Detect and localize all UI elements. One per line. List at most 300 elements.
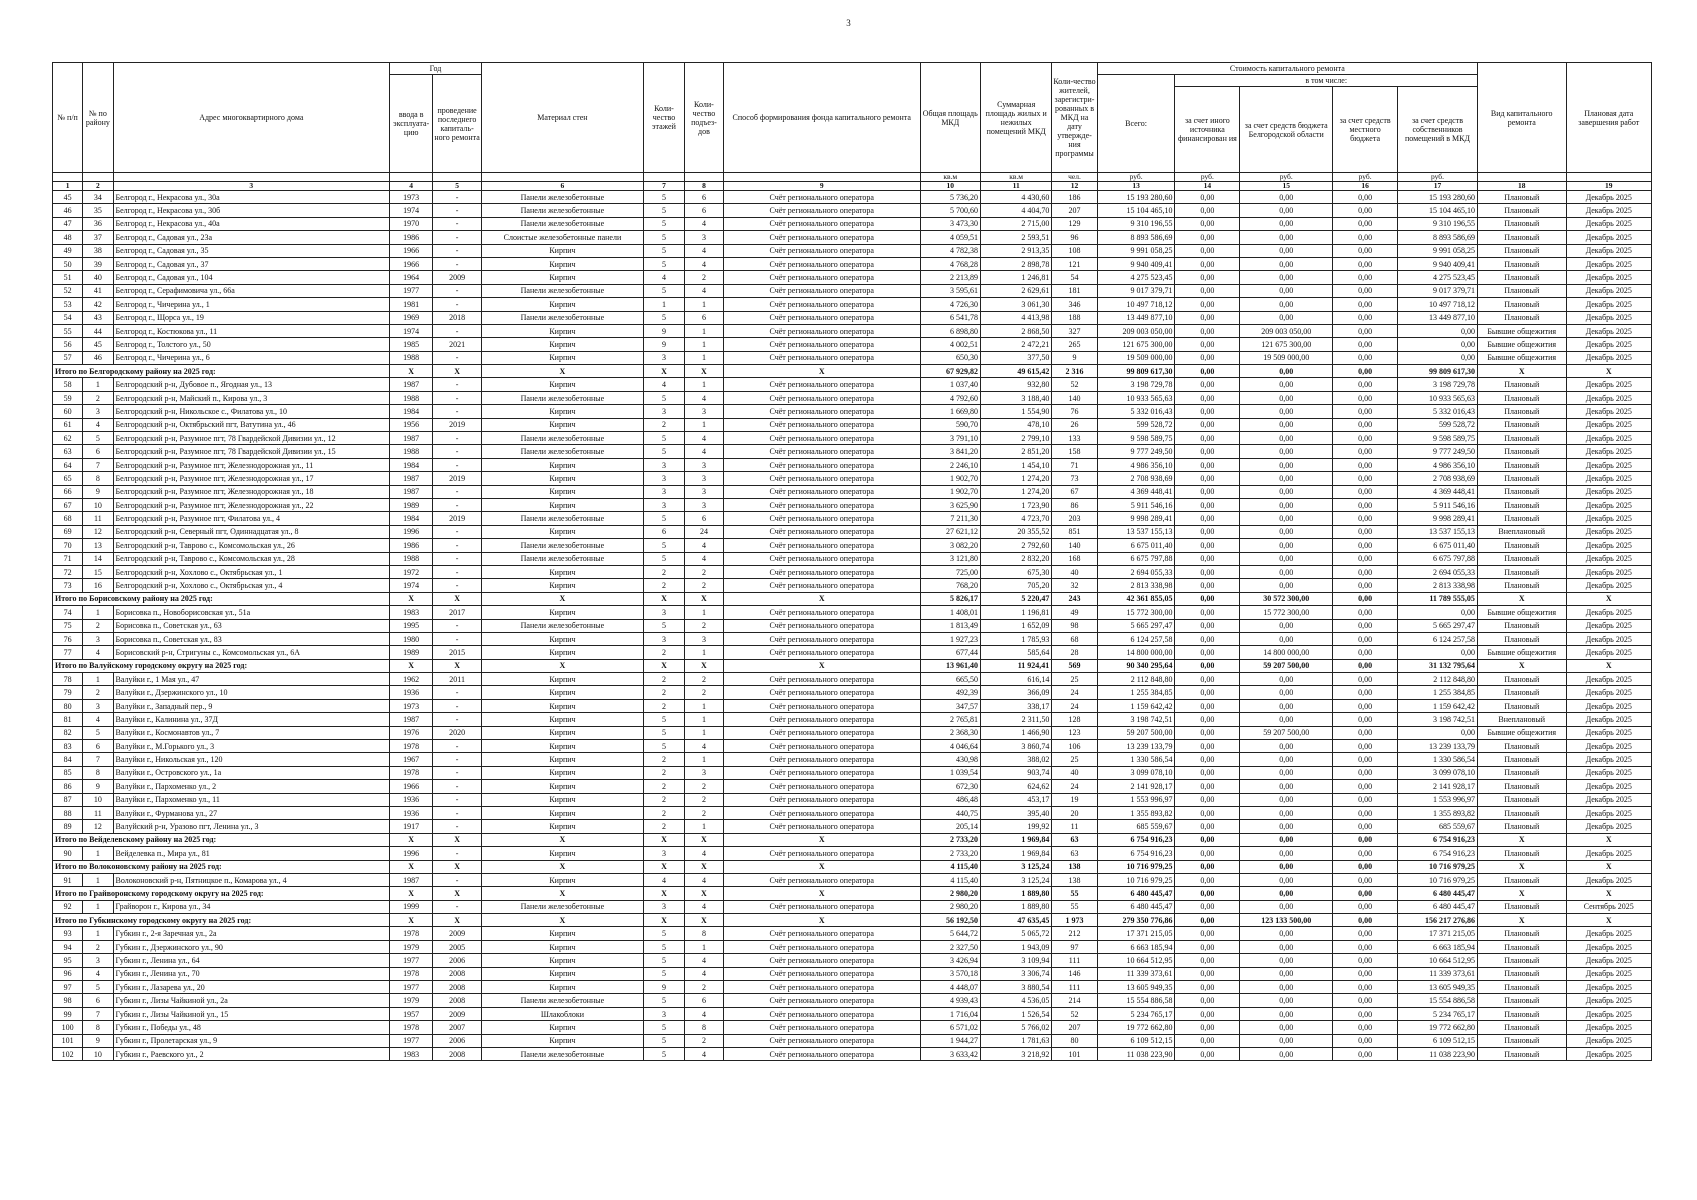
subtotal-row: [53, 914, 1652, 927]
table-cell: 1 785,93: [981, 632, 1052, 645]
table-cell: -: [433, 565, 482, 578]
table-cell: 265: [1052, 338, 1097, 351]
table-cell: 6 675 011,40: [1097, 539, 1175, 552]
table-cell: 8: [83, 766, 113, 779]
table-cell: 2 813 338,98: [1398, 579, 1478, 592]
table-cell: 121 675 300,00: [1240, 338, 1333, 351]
table-row: [53, 324, 1652, 337]
table-cell: Кирпич: [481, 351, 643, 364]
table-cell: Плановый: [1477, 1048, 1566, 1061]
table-cell: 3 099 078,10: [1097, 766, 1175, 779]
col-header-local-budget: за счет средств местного бюджета: [1333, 87, 1398, 173]
table-cell: 3 791,10: [920, 432, 981, 445]
table-cell: Панели железобетонные: [481, 204, 643, 217]
table-cell: Кирпич: [481, 472, 643, 485]
table-cell: 199,92: [981, 820, 1052, 833]
table-cell: 0,00: [1240, 1021, 1333, 1034]
table-cell: 15 104 465,10: [1398, 204, 1478, 217]
table-cell: 8: [83, 472, 113, 485]
table-cell: -: [433, 766, 482, 779]
table-cell: 0,00: [1175, 311, 1240, 324]
table-cell: 6 109 512,15: [1097, 1034, 1175, 1047]
table-cell: 9: [1052, 351, 1097, 364]
table-cell: 0,00: [1240, 820, 1333, 833]
table-cell: 0,00: [1333, 231, 1398, 244]
table-cell: 0,00: [1333, 766, 1398, 779]
table-cell: 430,98: [920, 753, 981, 766]
table-cell: 0,00: [1175, 954, 1240, 967]
subtotal-cell: 569: [1052, 659, 1097, 672]
table-cell: 50: [53, 257, 83, 270]
table-cell: 19 509 000,00: [1240, 351, 1333, 364]
table-cell: 0,00: [1175, 204, 1240, 217]
table-cell: 212: [1052, 927, 1097, 940]
table-cell: 9 777 249,50: [1097, 445, 1175, 458]
table-cell: 6 675 011,40: [1398, 539, 1478, 552]
table-cell: 1: [83, 873, 113, 886]
table-cell: 121 675 300,00: [1097, 338, 1175, 351]
subtotal-cell: 90 340 295,64: [1097, 659, 1175, 672]
table-cell: 96: [53, 967, 83, 980]
table-cell: 69: [53, 525, 83, 538]
table-cell: 1 716,04: [920, 1007, 981, 1020]
table-cell: 9 940 409,41: [1097, 257, 1175, 270]
table-cell: 4 275 523,45: [1398, 271, 1478, 284]
subtotal-cell: X: [723, 365, 920, 378]
table-cell: Плановый: [1477, 512, 1566, 525]
table-cell: 2: [643, 686, 684, 699]
capital-repair-table-wrapper: [52, 62, 1652, 1061]
table-cell: 590,70: [920, 418, 981, 431]
table-cell: 6 124 257,58: [1097, 632, 1175, 645]
table-cell: 39: [83, 257, 113, 270]
table-cell: Счёт регионального оператора: [723, 793, 920, 806]
table-cell: 0,00: [1175, 699, 1240, 712]
table-cell: 1: [685, 646, 724, 659]
table-cell: 5: [643, 432, 684, 445]
table-cell: 146: [1052, 967, 1097, 980]
subtotal-cell: 0,00: [1175, 914, 1240, 927]
table-cell: 366,09: [981, 686, 1052, 699]
table-cell: 0,00: [1240, 405, 1333, 418]
table-cell: Декабрь 2025: [1566, 217, 1651, 230]
table-cell: 2 792,60: [981, 539, 1052, 552]
subtotal-cell: 0,00: [1240, 887, 1333, 900]
table-cell: Плановый: [1477, 994, 1566, 1007]
table-cell: -: [433, 820, 482, 833]
table-cell: Плановый: [1477, 673, 1566, 686]
table-cell: Кирпич: [481, 713, 643, 726]
table-cell: 4: [685, 873, 724, 886]
table-cell: 0,00: [1240, 458, 1333, 471]
table-cell: 11 339 373,61: [1398, 967, 1478, 980]
table-cell: 36: [83, 217, 113, 230]
table-cell: 6: [83, 740, 113, 753]
table-cell: 0,00: [1398, 338, 1478, 351]
table-cell: Декабрь 2025: [1566, 806, 1651, 819]
table-cell: 35: [83, 204, 113, 217]
table-cell: Плановый: [1477, 565, 1566, 578]
table-cell: 0,00: [1175, 940, 1240, 953]
table-cell: 188: [1052, 311, 1097, 324]
table-cell: 0,00: [1240, 391, 1333, 404]
col-header-total: Всего:: [1097, 75, 1175, 173]
table-cell: 88: [53, 806, 83, 819]
table-cell: 725,00: [920, 565, 981, 578]
table-cell: -: [433, 231, 482, 244]
table-cell: 97: [53, 981, 83, 994]
table-cell: 1 039,54: [920, 766, 981, 779]
subtotal-cell: X: [643, 860, 684, 873]
table-cell: 5: [643, 512, 684, 525]
table-cell: Шлакоблоки: [481, 1007, 643, 1020]
col-number: 6: [481, 182, 643, 191]
table-cell: Белгородский р-н, Дубовое п., Ягодная ул., 13: [113, 378, 390, 391]
table-cell: 1957: [390, 1007, 433, 1020]
table-cell: 4: [685, 954, 724, 967]
table-cell: 1986: [390, 539, 433, 552]
table-cell: Кирпич: [481, 378, 643, 391]
subtotal-cell: 55: [1052, 887, 1097, 900]
unit-cell: кв.м: [981, 173, 1052, 182]
table-cell: 6 541,78: [920, 311, 981, 324]
table-cell: -: [433, 619, 482, 632]
table-cell: 0,00: [1175, 793, 1240, 806]
table-cell: 2: [83, 686, 113, 699]
subtotal-label: Итого по Волоконовскому району на 2025 год:: [53, 860, 390, 873]
table-cell: Декабрь 2025: [1566, 458, 1651, 471]
table-cell: 1980: [390, 632, 433, 645]
table-cell: 0,00: [1240, 525, 1333, 538]
table-cell: 0,00: [1333, 740, 1398, 753]
table-cell: 478,10: [981, 418, 1052, 431]
col-number: 16: [1333, 182, 1398, 191]
table-cell: Декабрь 2025: [1566, 873, 1651, 886]
table-cell: Кирпич: [481, 766, 643, 779]
subtotal-cell: 49 615,42: [981, 365, 1052, 378]
subtotal-cell: 67 929,82: [920, 365, 981, 378]
table-cell: 41: [83, 284, 113, 297]
table-cell: Декабрь 2025: [1566, 445, 1651, 458]
table-cell: 2: [643, 646, 684, 659]
table-cell: 0,00: [1175, 472, 1240, 485]
subtotal-row: [53, 365, 1652, 378]
table-cell: 2019: [433, 472, 482, 485]
table-cell: 0,00: [1240, 994, 1333, 1007]
table-cell: 5: [643, 740, 684, 753]
table-cell: 2 593,51: [981, 231, 1052, 244]
table-row: [53, 753, 1652, 766]
table-cell: Счёт регионального оператора: [723, 900, 920, 913]
table-cell: 52: [1052, 1007, 1097, 1020]
table-cell: 5 234 765,17: [1398, 1007, 1478, 1020]
table-cell: 3 625,90: [920, 498, 981, 511]
table-cell: -: [433, 552, 482, 565]
table-cell: 388,02: [981, 753, 1052, 766]
table-cell: 768,20: [920, 579, 981, 592]
table-cell: 2 472,21: [981, 338, 1052, 351]
table-cell: Борисовский р-н, Стригуны с., Комсомольская ул., 6А: [113, 646, 390, 659]
table-row: [53, 445, 1652, 458]
table-cell: 1 554,90: [981, 405, 1052, 418]
table-cell: 0,00: [1175, 257, 1240, 270]
table-cell: 0,00: [1175, 217, 1240, 230]
table-cell: 0,00: [1240, 512, 1333, 525]
table-cell: 99: [53, 1007, 83, 1020]
table-cell: 1 781,63: [981, 1034, 1052, 1047]
table-row: [53, 900, 1652, 913]
table-cell: Кирпич: [481, 927, 643, 940]
table-cell: Счёт регионального оператора: [723, 606, 920, 619]
table-cell: Плановый: [1477, 244, 1566, 257]
table-cell: Декабрь 2025: [1566, 418, 1651, 431]
table-cell: 1 927,23: [920, 632, 981, 645]
table-cell: Сентябрь 2025: [1566, 900, 1651, 913]
col-header-area: Общая площадь МКД: [920, 63, 981, 173]
table-cell: Счёт регионального оператора: [723, 740, 920, 753]
table-cell: 14: [83, 552, 113, 565]
table-cell: 1989: [390, 498, 433, 511]
table-cell: 68: [53, 512, 83, 525]
table-cell: 2: [685, 271, 724, 284]
table-cell: 0,00: [1333, 472, 1398, 485]
table-cell: 0,00: [1175, 405, 1240, 418]
table-cell: 100: [53, 1021, 83, 1034]
table-cell: Плановый: [1477, 432, 1566, 445]
table-cell: Декабрь 2025: [1566, 498, 1651, 511]
table-cell: 12: [83, 820, 113, 833]
table-cell: 11 339 373,61: [1097, 967, 1175, 980]
subtotal-cell: 99 809 617,30: [1097, 365, 1175, 378]
table-cell: 53: [53, 298, 83, 311]
table-cell: 440,75: [920, 806, 981, 819]
table-cell: 1 943,09: [981, 940, 1052, 953]
table-cell: 0,00: [1175, 740, 1240, 753]
table-cell: 5 911 546,16: [1097, 498, 1175, 511]
subtotal-cell: X: [643, 659, 684, 672]
table-cell: 2: [643, 820, 684, 833]
table-cell: 2019: [433, 418, 482, 431]
subtotal-label: Итого по Грайворонскому городскому округу на 2025 год:: [53, 887, 390, 900]
table-cell: 0,00: [1333, 324, 1398, 337]
table-cell: 1 526,54: [981, 1007, 1052, 1020]
table-cell: 10: [83, 793, 113, 806]
table-cell: Плановый: [1477, 418, 1566, 431]
table-cell: Счёт регионального оператора: [723, 632, 920, 645]
table-cell: 0,00: [1175, 525, 1240, 538]
table-cell: 57: [53, 351, 83, 364]
col-number: 4: [390, 182, 433, 191]
table-cell: 0,00: [1333, 847, 1398, 860]
unit-cell: чел.: [1052, 173, 1097, 182]
table-cell: 1 454,10: [981, 458, 1052, 471]
table-cell: 0,00: [1240, 284, 1333, 297]
col-header-year-repair: проведение последнего капиталь-ного ремонта: [433, 75, 482, 173]
table-cell: -: [433, 539, 482, 552]
table-cell: 0,00: [1333, 418, 1398, 431]
table-cell: 3 633,42: [920, 1048, 981, 1061]
table-cell: Счёт регионального оператора: [723, 820, 920, 833]
table-cell: 4 413,98: [981, 311, 1052, 324]
table-cell: 6 754 916,23: [1398, 847, 1478, 860]
table-cell: 1 196,81: [981, 606, 1052, 619]
subtotal-cell: 30 572 300,00: [1240, 592, 1333, 605]
table-cell: 1978: [390, 740, 433, 753]
table-cell: 0,00: [1175, 391, 1240, 404]
table-cell: 72: [53, 565, 83, 578]
table-cell: Плановый: [1477, 217, 1566, 230]
table-cell: 2 813 338,98: [1097, 579, 1175, 592]
table-cell: 56: [53, 338, 83, 351]
table-cell: Белгородский р-н, Таврово с., Комсомольская ул., 26: [113, 539, 390, 552]
col-header-floors: Коли-чество этажей: [643, 63, 684, 173]
table-cell: Кирпич: [481, 820, 643, 833]
table-cell: 4 768,28: [920, 257, 981, 270]
units-row: [53, 173, 1652, 182]
table-cell: Счёт регионального оператора: [723, 271, 920, 284]
table-cell: 10 497 718,12: [1097, 298, 1175, 311]
table-cell: Декабрь 2025: [1566, 1048, 1651, 1061]
table-cell: 34: [83, 191, 113, 204]
table-cell: 599 528,72: [1398, 418, 1478, 431]
table-cell: 1 813,49: [920, 619, 981, 632]
table-cell: Декабрь 2025: [1566, 338, 1651, 351]
table-cell: 1: [685, 378, 724, 391]
table-cell: 9 017 379,71: [1398, 284, 1478, 297]
col-number: 13: [1097, 182, 1175, 191]
table-cell: 0,00: [1240, 217, 1333, 230]
table-cell: 2 832,20: [981, 552, 1052, 565]
table-row: [53, 686, 1652, 699]
table-cell: 665,50: [920, 673, 981, 686]
subtotal-cell: X: [643, 914, 684, 927]
table-cell: Кирпич: [481, 298, 643, 311]
table-cell: Счёт регионального оператора: [723, 351, 920, 364]
subtotal-cell: X: [643, 887, 684, 900]
table-cell: -: [433, 780, 482, 793]
table-row: [53, 565, 1652, 578]
table-cell: 1984: [390, 458, 433, 471]
table-cell: 6 675 797,88: [1097, 552, 1175, 565]
table-cell: 4 939,43: [920, 994, 981, 1007]
subtotal-cell: 1 969,84: [981, 833, 1052, 846]
table-cell: Счёт регионального оператора: [723, 940, 920, 953]
table-cell: 83: [53, 740, 83, 753]
col-header-cost-group: Стоимость капитального ремонта: [1097, 63, 1477, 75]
table-cell: 2 327,50: [920, 940, 981, 953]
table-cell: 0,00: [1333, 1021, 1398, 1034]
table-cell: 4 986 356,10: [1398, 458, 1478, 471]
table-cell: 11: [1052, 820, 1097, 833]
table-cell: 2008: [433, 994, 482, 1007]
subtotal-cell: X: [723, 914, 920, 927]
col-header-region-budget: за счет средств бюджета Белгородской области: [1240, 87, 1333, 173]
table-cell: 1: [83, 900, 113, 913]
table-cell: 60: [53, 405, 83, 418]
table-row: [53, 458, 1652, 471]
table-cell: 0,00: [1333, 713, 1398, 726]
table-cell: Счёт регионального оператора: [723, 646, 920, 659]
table-cell: 80: [1052, 1034, 1097, 1047]
table-cell: 2: [643, 565, 684, 578]
table-cell: 5: [643, 954, 684, 967]
table-cell: Кирпич: [481, 673, 643, 686]
table-cell: Счёт регионального оператора: [723, 565, 920, 578]
table-cell: Плановый: [1477, 686, 1566, 699]
table-cell: Валуйки г., Космонавтов ул., 7: [113, 726, 390, 739]
table-row: [53, 539, 1652, 552]
subtotal-cell: X: [390, 833, 433, 846]
table-cell: 0,00: [1175, 753, 1240, 766]
table-row: [53, 1048, 1652, 1061]
table-cell: 5: [643, 217, 684, 230]
table-cell: 40: [1052, 565, 1097, 578]
table-cell: Декабрь 2025: [1566, 1034, 1651, 1047]
table-cell: 1988: [390, 552, 433, 565]
table-cell: 0,00: [1175, 432, 1240, 445]
table-cell: 0,00: [1333, 432, 1398, 445]
table-cell: 2 141 928,17: [1398, 780, 1478, 793]
table-cell: 9: [83, 1034, 113, 1047]
table-cell: 0,00: [1333, 525, 1398, 538]
table-cell: 0,00: [1333, 217, 1398, 230]
table-cell: 7: [83, 458, 113, 471]
table-body: [53, 191, 1652, 1061]
table-cell: 4: [83, 646, 113, 659]
table-cell: 395,40: [981, 806, 1052, 819]
table-cell: -: [433, 391, 482, 404]
table-cell: Счёт регионального оператора: [723, 418, 920, 431]
table-cell: Декабрь 2025: [1566, 391, 1651, 404]
subtotal-label: Итого по Вейделевскому району на 2025 год:: [53, 833, 390, 846]
table-cell: Кирпич: [481, 847, 643, 860]
table-cell: Волоконовский р-н, Пятницкое п., Комарова ул., 4: [113, 873, 390, 886]
table-cell: 0,00: [1175, 820, 1240, 833]
table-cell: 82: [53, 726, 83, 739]
table-cell: 0,00: [1398, 606, 1478, 619]
table-cell: -: [433, 244, 482, 257]
table-cell: 0,00: [1175, 485, 1240, 498]
page-number: 3: [846, 18, 851, 28]
subtotal-cell: 0,00: [1175, 833, 1240, 846]
table-cell: Декабрь 2025: [1566, 793, 1651, 806]
table-cell: 15 772 300,00: [1097, 606, 1175, 619]
table-cell: 0,00: [1175, 378, 1240, 391]
table-cell: 5 736,20: [920, 191, 981, 204]
table-cell: 93: [53, 927, 83, 940]
table-cell: Борисовка п., Советская ул., 63: [113, 619, 390, 632]
table-cell: 2 980,20: [920, 900, 981, 913]
table-cell: 3 595,61: [920, 284, 981, 297]
table-cell: 5 665 297,47: [1097, 619, 1175, 632]
table-row: [53, 994, 1652, 1007]
table-cell: Валуйки г., Западный пер., 9: [113, 699, 390, 712]
table-cell: 0,00: [1333, 445, 1398, 458]
table-cell: 0,00: [1333, 338, 1398, 351]
table-cell: Белгородский р-н, Разумное пгт, Железнодорожная ул., 22: [113, 498, 390, 511]
table-cell: 123: [1052, 726, 1097, 739]
table-cell: 2009: [433, 271, 482, 284]
subtotal-cell: X: [433, 592, 482, 605]
table-cell: 2: [643, 579, 684, 592]
capital-repair-table: [52, 62, 1652, 1061]
table-cell: 0,00: [1240, 1007, 1333, 1020]
table-cell: Декабрь 2025: [1566, 927, 1651, 940]
table-row: [53, 766, 1652, 779]
table-cell: Декабрь 2025: [1566, 565, 1651, 578]
table-cell: 2 868,50: [981, 324, 1052, 337]
table-cell: 3: [685, 632, 724, 645]
